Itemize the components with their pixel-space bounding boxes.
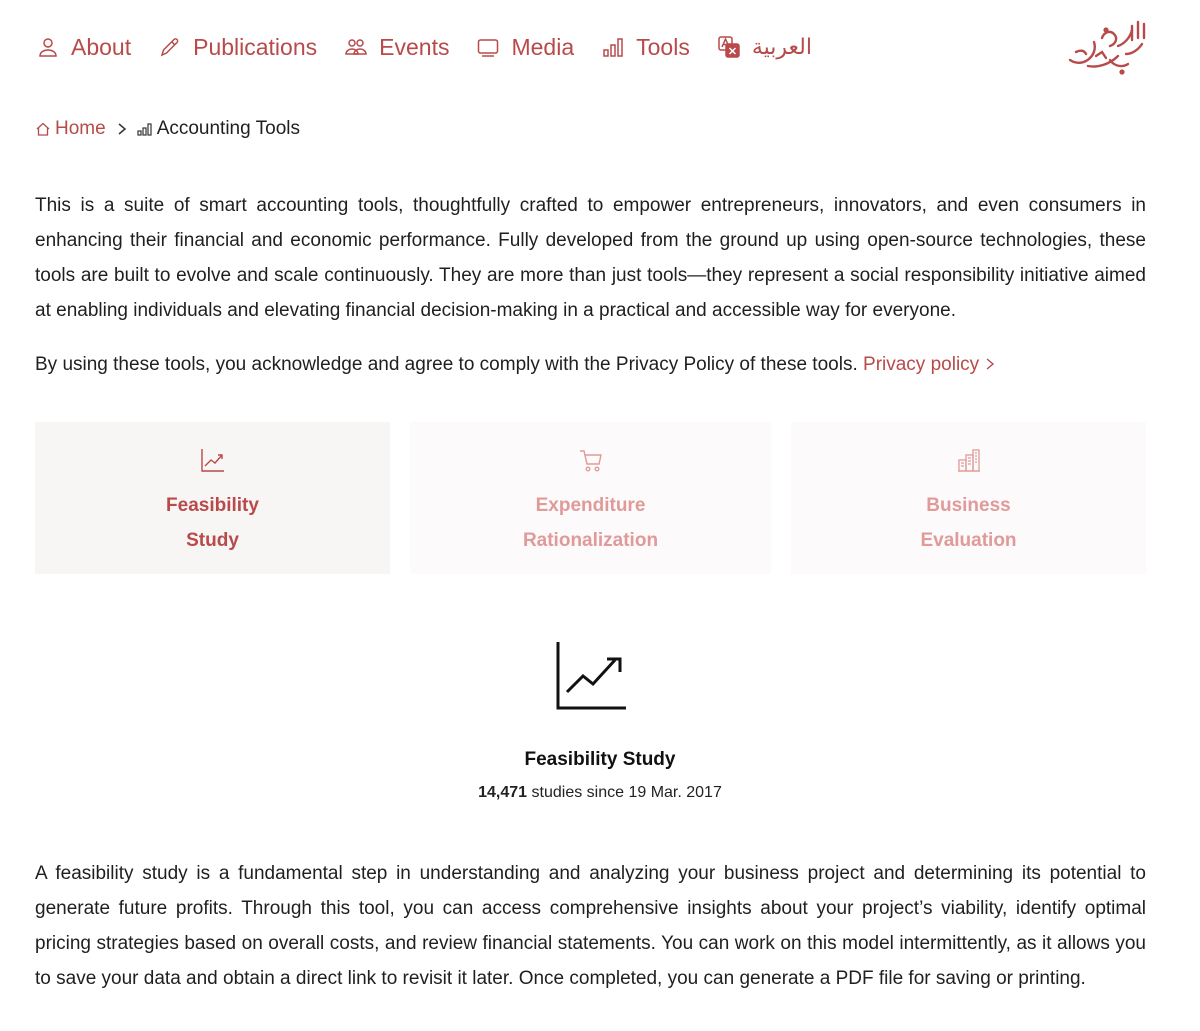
tool-cards — [35, 422, 1146, 574]
studies-since: studies since 19 Mar. 2017 — [531, 784, 722, 801]
nav-tools[interactable] — [600, 34, 690, 61]
pencil-icon — [157, 34, 183, 60]
chevron-right-icon — [985, 357, 995, 371]
nav-events[interactable] — [343, 34, 449, 61]
card-expenditure-rationalization[interactable] — [410, 422, 771, 574]
nav-media[interactable] — [475, 34, 574, 61]
nav-publications[interactable] — [157, 34, 317, 61]
home-icon — [35, 121, 51, 137]
breadcrumb-home[interactable] — [35, 118, 106, 140]
breadcrumb-current — [137, 118, 300, 140]
nav-media-label: Media — [511, 33, 575, 60]
chevron-right-icon — [116, 122, 128, 136]
calligraphy-logo[interactable] — [1062, 16, 1148, 80]
card-business-evaluation[interactable] — [791, 422, 1146, 574]
nav-events-label: Events — [379, 33, 450, 60]
consent-text: By using these tools, you acknowledge and agree to comply with the Privacy Policy of these tools. — [35, 354, 858, 375]
buildings-icon — [955, 446, 983, 474]
bar-chart-icon — [137, 122, 153, 136]
card-business-evaluation-title: Business Evaluation — [920, 495, 1017, 551]
nav-about[interactable] — [35, 34, 131, 61]
cart-icon — [577, 446, 605, 474]
nav-publications-label: Publications — [193, 33, 318, 60]
trend-chart-icon — [199, 446, 227, 474]
nav-arabic-label: العربية — [751, 34, 812, 60]
breadcrumb-current-label: Accounting Tools — [156, 118, 300, 139]
privacy-policy-label: Privacy policy — [863, 354, 980, 375]
consent-paragraph — [35, 347, 1146, 382]
card-feasibility-study[interactable] — [35, 422, 390, 574]
privacy-policy-link[interactable] — [863, 354, 995, 375]
selected-tool-title: Feasibility Study — [524, 749, 676, 770]
breadcrumb-home-label: Home — [55, 118, 106, 139]
translate-icon — [716, 34, 742, 60]
nav-tools-label: Tools — [636, 33, 690, 60]
nav-arabic[interactable] — [716, 34, 812, 60]
card-feasibility-study-title: Feasibility Study — [166, 495, 259, 551]
card-expenditure-rationalization-title: Expenditure Rationalization — [522, 495, 659, 551]
nav-about-label: About — [71, 33, 132, 60]
main-nav — [35, 30, 838, 64]
selected-tool-description: A feasibility study is a fundamental step in understanding and analyzing your business project and determining its potential to generate future profits. Through this tool, you can access comprehensive insights about your project’s viability, identify optimal pricing strategies based on overall costs, and review financial statements. You can work on this model intermittently, as it allows you to save your data and obtain a direct link to revisit it later. Once completed, you can generate a PDF file for saving or printing. — [35, 863, 1146, 989]
monitor-icon — [475, 34, 501, 60]
people-icon — [343, 34, 369, 60]
bar-chart-icon — [600, 34, 626, 60]
trend-chart-icon — [555, 640, 627, 712]
selected-tool-stats — [0, 784, 1200, 802]
intro-paragraph: This is a suite of smart accounting tools, thoughtfully crafted to empower entrepreneurs, innovators, and even consumers in enhancing their financial and economic performance. Fully developed from the ground up using open-source technologies, these tools are built to evolve and scale continuously. They are more than just tools—they represent a social responsibility initiative aimed at enabling individuals and elevating financial decision-making in a practical and accessible way for everyone. — [35, 195, 1146, 321]
user-icon — [35, 34, 61, 60]
studies-count: 14,471 — [478, 784, 528, 801]
breadcrumb — [35, 118, 300, 140]
